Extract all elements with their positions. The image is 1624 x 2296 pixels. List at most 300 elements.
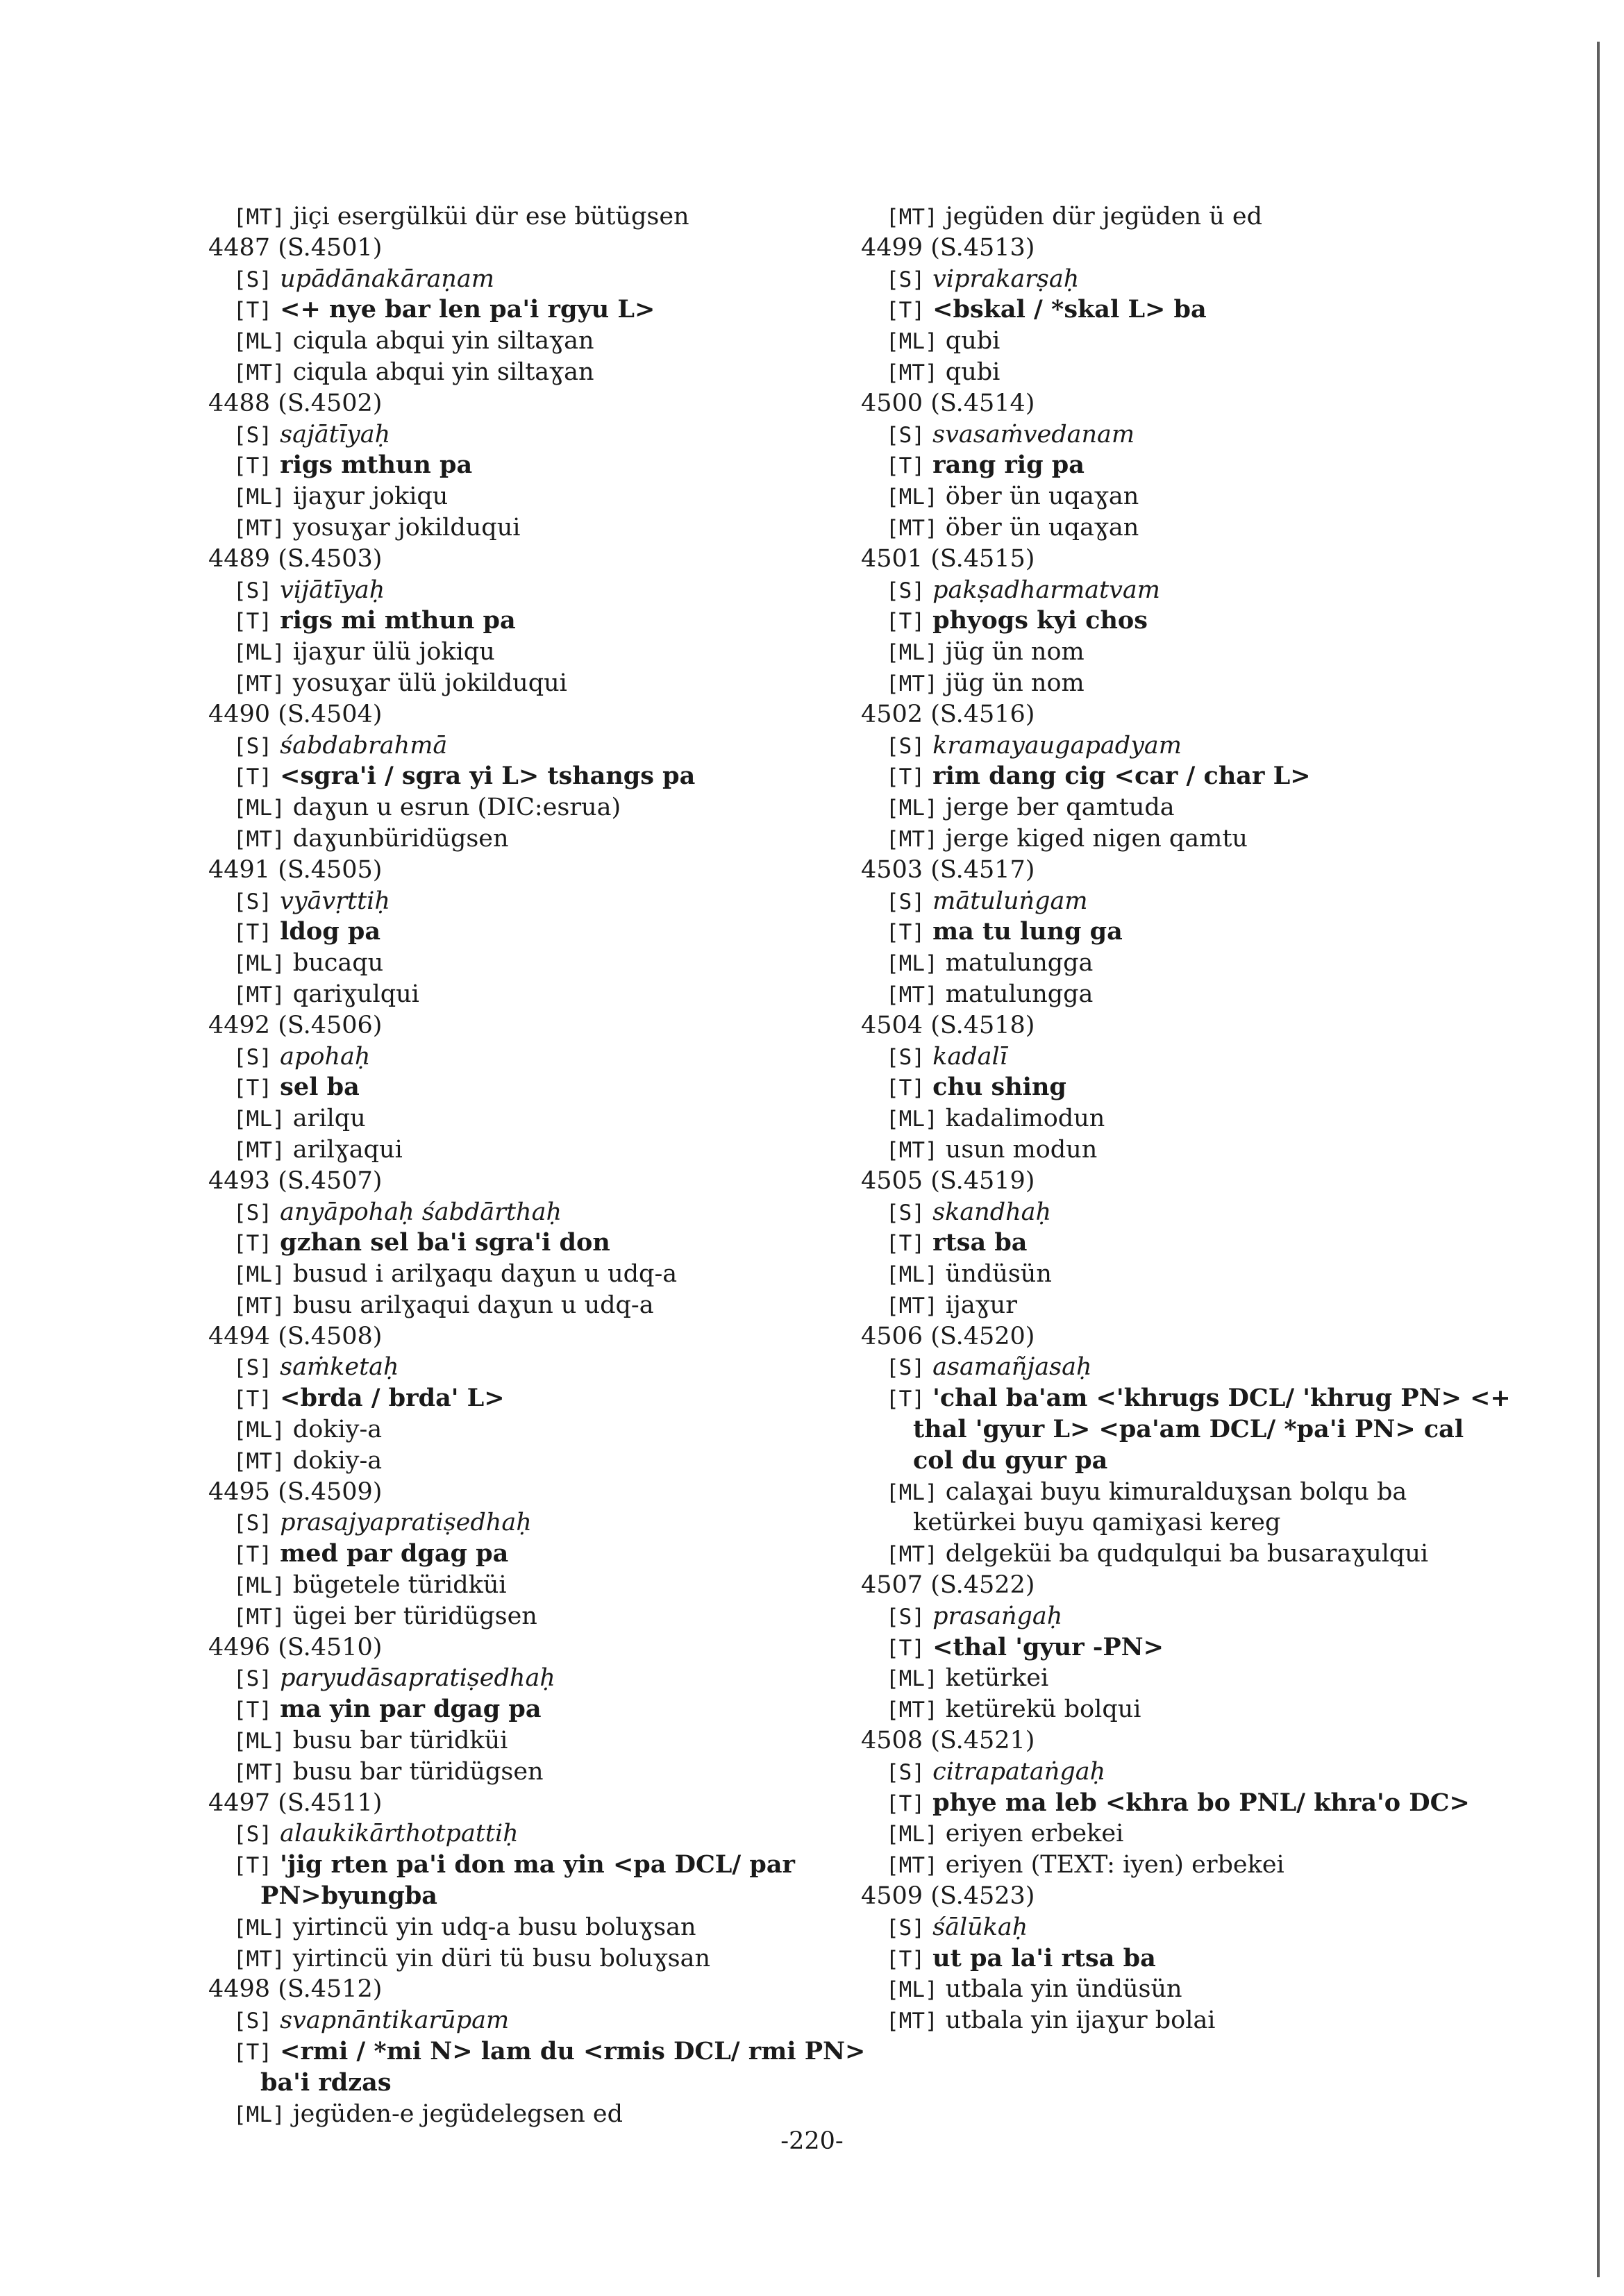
entry-field (861, 792, 1527, 823)
field-tag: [T] (233, 2040, 272, 2065)
field-value: utbala yin ündüsün (945, 1975, 1182, 2004)
field-tag: [ML] (886, 640, 938, 666)
field-tag: [ML] (886, 1977, 938, 2003)
field-tag: [T] (886, 609, 925, 635)
entry-field (208, 294, 875, 326)
entry-field (208, 792, 875, 823)
field-value: śabdabrahmā (280, 731, 448, 760)
entry-field (861, 357, 1527, 388)
field-tag: [ML] (233, 329, 285, 355)
entry-field (861, 264, 1527, 295)
field-value: citrapataṅgaḥ (932, 1757, 1106, 1786)
entry-field (861, 1788, 1527, 1819)
entry-number: 4504 (S.4518) (861, 1011, 1035, 1039)
field-tag: [S] (233, 1511, 272, 1536)
field-tag: [S] (886, 267, 925, 292)
entry-field (861, 1912, 1527, 1943)
field-value: busu bar türidügsen (292, 1757, 544, 1786)
field-tag: [T] (233, 1231, 272, 1257)
field-value: saṁketaḥ (280, 1353, 399, 1382)
field-value: prasaṅgaḥ (932, 1602, 1063, 1630)
field-value: ketürekü bolqui (945, 1695, 1141, 1724)
field-tag: [S] (886, 1355, 925, 1381)
field-value: rigs mi mthun pa (280, 606, 516, 635)
entry-field (208, 637, 875, 668)
entry-field (208, 326, 875, 357)
entry-field (861, 1383, 1527, 1414)
field-tag: [MT] (233, 982, 285, 1007)
entry-number: 4487 (S.4501) (208, 233, 383, 262)
field-value: busu arilɣaqui daɣun u udq-a (292, 1291, 654, 1319)
entry-field (861, 1943, 1527, 1975)
entry-number: 4498 (S.4512) (208, 1975, 383, 2004)
field-tag: [T] (233, 1542, 272, 1568)
field-value: svapnāntikarūpam (280, 2006, 510, 2035)
entry-field (861, 1818, 1527, 1850)
entry-number: 4490 (S.4504) (208, 700, 383, 728)
entry-field (208, 512, 875, 544)
field-value: busud i arilɣaqu daɣun u udq-a (292, 1260, 678, 1289)
field-tag: [T] (233, 298, 272, 324)
entry-field (861, 450, 1527, 481)
field-tag: [T] (886, 298, 925, 324)
field-value: med par dgag pa (280, 1539, 509, 1568)
field-value: eriyen (TEXT: iyen) erbekei (945, 1851, 1284, 1879)
field-tag: [MT] (233, 205, 285, 230)
entry-field (208, 979, 875, 1010)
field-tag: [MT] (233, 826, 285, 852)
field-tag: [ML] (886, 1107, 938, 1132)
entry-number: 4488 (S.4502) (208, 389, 383, 417)
continuation-text: PN>byungba (260, 1882, 437, 1911)
field-value: jüg ün nom (945, 669, 1085, 697)
entry-field (208, 1943, 875, 1975)
entry-field (861, 1072, 1527, 1103)
field-value: busu bar türidküi (292, 1727, 508, 1755)
entry-field (208, 761, 875, 792)
field-tag: [ML] (233, 1573, 285, 1599)
field-tag: [S] (233, 2009, 272, 2034)
entry-field (208, 264, 875, 295)
field-tag: [ML] (886, 951, 938, 977)
entry-field (208, 419, 875, 451)
entry-field (208, 1414, 875, 1446)
entry-field (208, 1072, 875, 1103)
field-value: ma tu lung ga (932, 917, 1123, 946)
field-value: matulungga (945, 980, 1094, 1008)
entry-field (208, 730, 875, 762)
entry-field (208, 1227, 875, 1259)
field-value: rang rig pa (932, 451, 1085, 480)
field-tag: [ML] (233, 1262, 285, 1288)
entry-number: 4507 (S.4522) (861, 1571, 1035, 1600)
field-tag: [MT] (886, 1698, 938, 1723)
field-value: alaukikārthotpattiḥ (280, 1820, 519, 1848)
field-tag: [T] (886, 1791, 925, 1816)
field-value: śālūkaḥ (932, 1913, 1028, 1941)
entry-field (861, 1103, 1527, 1134)
right-column (861, 201, 1527, 2036)
field-tag: [MT] (233, 1137, 285, 1163)
field-tag: [MT] (886, 1137, 938, 1163)
field-value: svasaṁvedanam (932, 420, 1135, 449)
field-value: rigs mthun pa (280, 451, 473, 480)
field-value: <sgra'i / sgra yi L> tshangs pa (280, 762, 696, 791)
field-value: usun modun (945, 1135, 1098, 1164)
entry-field (208, 1103, 875, 1134)
field-value: delgeküi ba qudqulqui ba busaraɣulqui (945, 1540, 1429, 1568)
field-tag: [T] (233, 609, 272, 635)
field-value: asamañjasaḥ (932, 1353, 1092, 1382)
field-value: arilqu (292, 1105, 366, 1133)
field-tag: [S] (233, 1200, 272, 1225)
entry-field (208, 1290, 875, 1321)
continuation-text: ketürkei buyu qamiɣasi kereg (913, 1509, 1281, 1537)
field-tag: [T] (886, 1075, 925, 1101)
field-value: <rmi / *mi N> lam du <rmis DCL/ rmi PN> (280, 2037, 866, 2066)
field-tag: [S] (233, 1355, 272, 1381)
field-tag: [T] (233, 764, 272, 790)
field-tag: [T] (233, 1698, 272, 1723)
field-value: öber ün uqaɣan (945, 513, 1139, 542)
entry-field (861, 201, 1527, 233)
field-value: <brda / brda' L> (280, 1384, 505, 1413)
entry-field (208, 1663, 875, 1694)
field-value: paryudāsapratiṣedhaḥ (280, 1664, 555, 1693)
entry-field (208, 1446, 875, 1477)
field-value: ügei ber türidügsen (292, 1602, 537, 1630)
field-tag: [S] (233, 733, 272, 759)
entry-field (208, 201, 875, 233)
entry-field (208, 1352, 875, 1383)
entry-field (861, 2005, 1527, 2036)
field-tag: [ML] (233, 1107, 285, 1132)
field-tag: [ML] (233, 485, 285, 510)
entry-field (861, 1227, 1527, 1259)
entry-continuation (861, 1446, 1527, 1477)
field-tag: [ML] (233, 1729, 285, 1754)
entry-field (861, 1041, 1527, 1073)
field-value: qubi (945, 327, 1001, 355)
field-tag: [ML] (886, 329, 938, 355)
field-tag: [MT] (233, 1604, 285, 1629)
entry-number: 4503 (S.4517) (861, 855, 1035, 884)
field-value: chu shing (932, 1073, 1066, 1102)
entry-field (208, 1197, 875, 1228)
entry-number: 4492 (S.4506) (208, 1011, 383, 1039)
field-value: ijaɣur jokiqu (292, 483, 449, 511)
field-value: skandhaḥ (932, 1198, 1052, 1226)
entry-field (861, 1477, 1527, 1508)
entry-number: 4489 (S.4503) (208, 544, 383, 573)
field-tag: [MT] (233, 360, 285, 385)
field-value: utbala yin ijaɣur bolai (945, 2006, 1216, 2035)
field-value: mātuluṅgam (932, 887, 1088, 915)
continuation-text: col du gyur pa (913, 1446, 1108, 1475)
field-tag: [T] (886, 1635, 925, 1661)
entry-number: 4493 (S.4507) (208, 1166, 383, 1195)
field-tag: [T] (233, 453, 272, 479)
entry-field (861, 886, 1527, 917)
field-value: ma yin par dgag pa (280, 1695, 542, 1724)
entry-continuation (208, 1881, 875, 1912)
field-tag: [S] (886, 422, 925, 448)
entry-field (861, 948, 1527, 979)
field-tag: [ML] (886, 1262, 938, 1288)
field-value: ketürkei (945, 1664, 1049, 1693)
field-value: pakṣadharmatvam (932, 576, 1160, 604)
entry-field (861, 1974, 1527, 2005)
field-tag: [T] (233, 1853, 272, 1879)
field-value: <bskal / *skal L> ba (932, 295, 1207, 324)
entry-field (208, 1570, 875, 1601)
field-value: sajātīyaḥ (280, 420, 391, 449)
entry-field (861, 575, 1527, 606)
field-value: matulungga (945, 949, 1094, 978)
field-tag: [MT] (886, 826, 938, 852)
field-value: vijātīyaḥ (280, 576, 385, 604)
field-tag: [ML] (886, 1822, 938, 1847)
field-tag: [ML] (233, 2102, 285, 2127)
continuation-text: ba'i rdzas (260, 2068, 392, 2097)
field-value: qubi (945, 358, 1001, 386)
field-tag: [S] (886, 1604, 925, 1629)
entry-field (861, 979, 1527, 1010)
entry-field (208, 1850, 875, 1881)
field-tag: [MT] (233, 1448, 285, 1474)
field-tag: [S] (233, 1044, 272, 1070)
entry-field (208, 1041, 875, 1073)
entry-field (208, 481, 875, 512)
entry-number: 4496 (S.4510) (208, 1633, 383, 1661)
field-value: ut pa la'i rtsa ba (932, 1943, 1156, 1972)
entry-continuation (208, 2068, 875, 2099)
field-value: prasajyapratiṣedhaḥ (280, 1509, 532, 1537)
field-tag: [T] (886, 1231, 925, 1257)
entry-field (861, 1197, 1527, 1228)
entry-field (861, 1601, 1527, 1632)
entry-field (861, 1290, 1527, 1321)
field-value: qariɣulqui (292, 980, 419, 1008)
entry-field (861, 1352, 1527, 1383)
field-value: anyāpohaḥ śabdārthaḥ (280, 1198, 562, 1226)
entry-field (208, 1725, 875, 1757)
entry-field (861, 605, 1527, 637)
entry-field (208, 450, 875, 481)
field-value: 'jig rten pa'i don ma yin <pa DCL/ par (280, 1850, 795, 1879)
field-value: daɣun u esrun (DIC:esrua) (292, 794, 621, 822)
entry-number: 4499 (S.4513) (861, 233, 1035, 262)
field-value: kramayaugapadyam (932, 731, 1182, 760)
entry-field (208, 1757, 875, 1788)
entry-continuation (861, 1507, 1527, 1539)
field-tag: [MT] (886, 982, 938, 1007)
field-tag: [ML] (233, 1915, 285, 1941)
field-value: öber ün uqaɣan (945, 483, 1139, 511)
entry-field (861, 1539, 1527, 1570)
entry-number: 4500 (S.4514) (861, 389, 1035, 417)
field-value: arilɣaqui (292, 1135, 403, 1164)
page-number: -220- (780, 2127, 844, 2155)
entry-number: 4501 (S.4515) (861, 544, 1035, 573)
field-value: daɣunbüridügsen (292, 824, 509, 853)
entry-field (861, 761, 1527, 792)
entry-field (861, 1632, 1527, 1664)
field-tag: [S] (233, 422, 272, 448)
field-value: upādānakāraṇam (280, 265, 494, 293)
field-tag: [MT] (886, 1542, 938, 1568)
field-value: ciqula abqui yin siltaɣan (292, 358, 594, 386)
entry-field (208, 1259, 875, 1290)
field-tag: [T] (886, 1386, 925, 1412)
entry-number: 4497 (S.4511) (208, 1788, 383, 1817)
field-tag: [ML] (233, 796, 285, 821)
entry-number: 4506 (S.4520) (861, 1322, 1035, 1350)
field-tag: [ML] (233, 951, 285, 977)
field-tag: [S] (233, 1666, 272, 1692)
field-tag: [T] (233, 920, 272, 946)
entry-continuation (861, 1414, 1527, 1446)
field-value: gzhan sel ba'i sgra'i don (280, 1228, 610, 1257)
field-value: ijaɣur (945, 1291, 1017, 1319)
field-value: vyāvṛttiḥ (280, 887, 390, 915)
field-value: calaɣai buyu kimuralduɣsan bolqu ba (945, 1477, 1407, 1506)
field-tag: [MT] (886, 205, 938, 230)
field-value: jegüden-e jegüdelegsen ed (292, 2100, 623, 2128)
field-tag: [ML] (886, 1666, 938, 1692)
field-value: viprakarṣaḥ (932, 265, 1080, 293)
field-value: 'chal ba'am <'khrugs DCL/ 'khrug PN> <+ (932, 1384, 1511, 1413)
field-value: apohaḥ (280, 1042, 371, 1071)
entry-field (208, 916, 875, 948)
field-tag: [ML] (886, 796, 938, 821)
field-tag: [MT] (886, 1293, 938, 1318)
field-value: yirtincü yin udq-a busu boluɣsan (292, 1913, 696, 1941)
field-tag: [MT] (886, 671, 938, 696)
field-value: bügetele türidküi (292, 1571, 507, 1600)
field-value: ijaɣur ülü jokiqu (292, 638, 495, 667)
entry-field (861, 823, 1527, 855)
field-tag: [S] (886, 1915, 925, 1941)
field-value: jerge ber qamtuda (945, 794, 1175, 822)
field-tag: [T] (886, 453, 925, 479)
entry-field (208, 575, 875, 606)
entry-field (208, 2005, 875, 2036)
entry-field (861, 668, 1527, 699)
entry-field (208, 605, 875, 637)
field-value: dokiy-a (292, 1416, 383, 1444)
entry-number: 4495 (S.4509) (208, 1477, 383, 1506)
entry-field (208, 886, 875, 917)
field-tag: [MT] (233, 1293, 285, 1318)
field-value: yosuɣar ülü jokilduqui (292, 669, 567, 697)
entry-field (208, 1383, 875, 1414)
field-tag: [S] (886, 1200, 925, 1225)
entry-field (861, 916, 1527, 948)
field-tag: [ML] (233, 640, 285, 666)
field-tag: [T] (886, 920, 925, 946)
field-value: <thal 'gyur -PN> (932, 1632, 1164, 1661)
field-value: jiçi esergülküi dür ese bütügsen (292, 203, 689, 231)
entry-field (861, 512, 1527, 544)
field-tag: [MT] (233, 671, 285, 696)
field-tag: [T] (233, 1075, 272, 1101)
field-value: dokiy-a (292, 1446, 383, 1475)
field-value: yirtincü yin düri tü busu boluɣsan (292, 1944, 711, 1972)
entry-field (861, 1259, 1527, 1290)
field-tag: [T] (886, 1946, 925, 1972)
entry-field (208, 1694, 875, 1725)
entry-number: 4494 (S.4508) (208, 1322, 383, 1350)
entry-field (208, 1539, 875, 1570)
field-tag: [MT] (233, 515, 285, 541)
field-tag: [S] (886, 1044, 925, 1070)
entry-field (208, 823, 875, 855)
field-tag: [S] (233, 578, 272, 603)
entry-field (208, 1134, 875, 1166)
continuation-text: thal 'gyur L> <pa'am DCL/ *pa'i PN> cal (913, 1415, 1464, 1444)
entry-number: 4508 (S.4521) (861, 1727, 1035, 1755)
field-value: <+ nye bar len pa'i rgyu L> (280, 295, 655, 324)
entry-field (861, 1663, 1527, 1694)
field-tag: [ML] (233, 1418, 285, 1443)
entry-field (861, 637, 1527, 668)
entry-field (208, 2099, 875, 2130)
field-tag: [MT] (233, 1946, 285, 1972)
field-tag: [S] (886, 889, 925, 914)
field-tag: [S] (886, 1759, 925, 1785)
field-value: kadalī (932, 1042, 1007, 1071)
field-value: yosuɣar jokilduqui (292, 513, 521, 542)
entry-field (861, 1694, 1527, 1725)
field-tag: [S] (233, 1822, 272, 1847)
field-tag: [MT] (886, 2009, 938, 2034)
entry-field (208, 2036, 875, 2068)
entry-field (208, 1507, 875, 1539)
field-tag: [S] (886, 578, 925, 603)
entry-field (208, 948, 875, 979)
entry-field (861, 1134, 1527, 1166)
entry-field (208, 1912, 875, 1943)
field-value: sel ba (280, 1073, 360, 1102)
entry-number: 4505 (S.4519) (861, 1166, 1035, 1195)
field-tag: [MT] (886, 515, 938, 541)
field-value: rim dang cig <car / char L> (932, 762, 1311, 791)
field-value: phyogs kyi chos (932, 606, 1148, 635)
entry-field (861, 294, 1527, 326)
field-tag: [MT] (233, 1759, 285, 1785)
field-value: jerge kiged nigen qamtu (945, 824, 1248, 853)
field-tag: [T] (886, 764, 925, 790)
entry-field (861, 1850, 1527, 1881)
entry-field (861, 481, 1527, 512)
entry-field (208, 668, 875, 699)
field-value: kadalimodun (945, 1105, 1105, 1133)
field-value: jegüden dür jegüden ü ed (945, 203, 1262, 231)
page-edge-line (1597, 42, 1600, 2277)
entry-field (861, 730, 1527, 762)
field-tag: [S] (233, 889, 272, 914)
field-value: ciqula abqui yin siltaɣan (292, 327, 594, 355)
field-value: ündüsün (945, 1260, 1052, 1289)
entry-field (208, 1601, 875, 1632)
field-value: ldog pa (280, 917, 381, 946)
field-tag: [ML] (886, 1480, 938, 1505)
entry-field (861, 326, 1527, 357)
entry-number: 4502 (S.4516) (861, 700, 1035, 728)
entry-field (208, 1818, 875, 1850)
field-tag: [S] (886, 733, 925, 759)
